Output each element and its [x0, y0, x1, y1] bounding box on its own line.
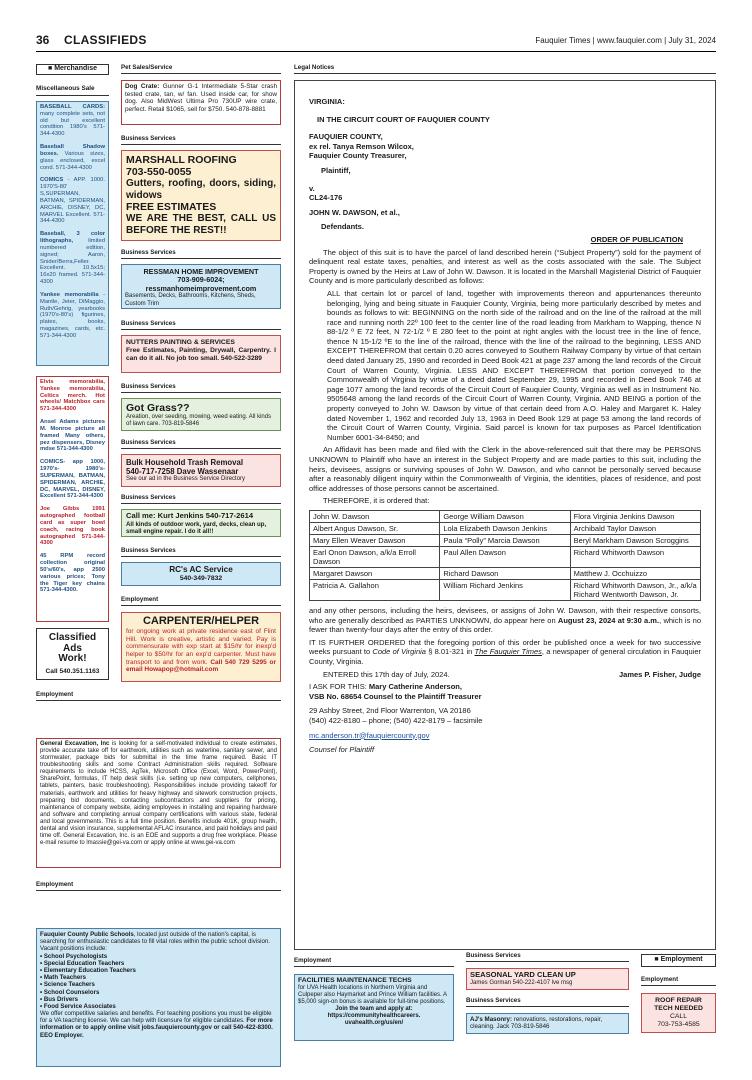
table-cell: John W. Dawson: [310, 510, 440, 522]
heirs-table: [309, 510, 701, 601]
table-cell: William Richard Jenkins: [440, 579, 570, 600]
table-cell: George William Dawson: [440, 510, 570, 522]
employment-heading: Employment: [294, 957, 454, 967]
table-cell: Paul Allen Dawson: [440, 546, 570, 567]
page-number: 36: [36, 33, 50, 47]
ressman-ad: RESSMAN HOME IMPROVEMENT 703-909-6024; ressmanhomeimprovement.com Basements, Decks, Bathrooms, Kitchens, Sheds, Custom Trim: [121, 264, 281, 309]
employment-heading: Employment: [36, 881, 281, 891]
list-item: Ansel Adams pictures M. Monroe picture all framed Many others, pez dispensers, Disney mdse 571-344-4300: [40, 419, 105, 453]
pet-sales-heading: Pet Sales/Service: [121, 64, 281, 74]
list-item: • Food Service Associates: [40, 1002, 116, 1010]
business-services-heading: Business Services: [121, 135, 281, 145]
page-header: [36, 30, 716, 52]
table-row: [310, 567, 701, 579]
general-excavation-ad: General Excavation, Inc is looking for a self-motivated individual to create estimates, provide accurate take off for earthwork, utilities such as waterline, sanitary sewer, and stormwater, package bids for submittal in the time frame required. Basic IT troubleshooting skills and some Contract Administration skills required. Software requirements to include HCSS, AgTek, Microsoft Office (Excel, Word, PowerPoint), SharePoint, formulas, IT help desk skills (i.e. setting up new computers, cellphones, tablets, painters, basic troubleshooting). Responsibilities include providing takeoff for materials, earthwork and utilities for heavy highway and sitework construction projects, preparing bid documents, contacting subcontractors and suppliers for pricing, maintenance of company website, aiding employees in installing and repairing hardware and software and completing annual company certifications with various state, federal and local governments. This is a full time position. Benefits include 401K, group health, dental and vision insurance, supplemental AFLAC insurance, and paid holidays and paid time off. General Excavation, Inc. is an EOE and supports a drug free workplace. Please e-mail resume to lmassie@gei-va.com or apply online at www.gei-va.com: [36, 738, 281, 868]
table-cell: Margaret Dawson: [310, 567, 440, 579]
table-cell: Beryl Markham Dawson Scroggins: [570, 534, 700, 546]
business-services-heading: Business Services: [121, 383, 281, 393]
judge-signature: James P. Fisher, Judge: [619, 669, 701, 679]
list-item: • School Psychologists: [40, 952, 108, 960]
list-item: COMICS- app 1000, 1970's- 1980's- SUPERMAN, BATMAN, SPIDERMAN, ARCHIE, DC, MARVEL, DISNEY, Excellent 571-344-4300: [40, 459, 105, 500]
table-cell: Richard Whitworth Dawson, Jr., a/k/a Richard Wentworth Dawson, Jr.: [570, 579, 700, 600]
list-item: • Elementary Education Teachers: [40, 966, 136, 974]
list-item: 45 RPM record collection original 50's/60's, app 2500 various prices; Tony the Tiger key chains 571-344-4300.: [40, 553, 105, 594]
table-row: [310, 579, 701, 600]
merchandise-heading: ■ Merchandise: [36, 64, 109, 75]
misc-sale-white-box: [36, 376, 109, 622]
trash-removal-ad: Bulk Household Trash Removal 540-717-7258 Dave Wassenaar See our ad in the Business Service Directory: [121, 454, 281, 487]
employment-heading: Employment: [121, 596, 281, 606]
business-services-heading: Business Services: [121, 547, 281, 557]
table-row: [310, 510, 701, 522]
legal-notice: VIRGINIA: IN THE CIRCUIT COURT OF FAUQUIER COUNTY FAUQUIER COUNTY, ex rel. Tanya Remson Wilcox, Fauquier County Treasurer, Plaintiff, v. CL24-176 JOHN W. DAWSON, et al., Defendants. ORDER OF PUBLICATION The object of this suit is to have the parcel of land described herein (“Subject Property”) sold for the payment of delinquent real estate taxes, penalties, and interest as well as the costs associated with the sale. The Subject Property is owned by the Heirs at Law of John W. Dawson. It is located in the Marshall Magisterial District of Fauquier County and is more particularly described as follows: ALL that certain lot or parcel of land, together with improvements thereon and appurtenances thereunto belonging, lying and being situate in Fauquier County, Virginia, being more particularly described by metes and bounds as follows to wit: BEGINNING on the north side of the railroad and on the line of the railroad at the mill race and running north 22º 100 feet to the center line of the road leading from Markham to Wapping, thence N 88-1/2 º E 72 feet, N 72-1/2 º E 280 feet to the point at right angles with the locust tree in the line of fence, thence N 15-1/2 ºE to the line of the railroad, thence with the line of the railroad to the beginning, LESS AND EXCEPT THEREFROM that certain 0.20 acres conveyed to Southern Railway Company by virtue of that certain deed dated January 25, 1990 and recorded in Deed Book 421 at page 237 among the land records of the Circuit Court of Warren County, Virginia. LESS AND EXCEPT THEREFROM that portion conveyed to the Commonwealth of Virginia by virtue of a deed dated September 29, 1995 and recorded in Deed Book 746 at page 1077 among the land records of the Circuit Court of Fauquier County, Virginia as well as in Instrument No. 9505648 among the land records of the Circuit Court of Warren County, Virginia. AND BEING a portion of the property conveyed to John W. Dawson by virtue of that certain deed from A.O. Haley and Margaret K. Haley dated November 1, 1962 and recorded July 13, 1963 in Deed Book 129 at page 53 among the land records of the Circuit Court of Warren County, Virginia. Said parcel is known for tax purposes as Parcel Identification Number 6001-34-8450; and An Affidavit has been made and filed with the Clerk in the above-referenced suit that there may be PERSONS UNKNOWN to Plaintiff who have an interest in the Subject Property and are made parties to this suit, including the heirs, devisees, assigns or surviving spouses of John W. Dawson, and who cannot be personally served because after a reasonably diligent inquiry within the Commonwealth of Virginia, the identities, places of residence, and post office addresses of those persons cannot be ascertained. THEREFORE, it is ordered that: John W. Dawson George William Dawson Flora Virginia Jenkins Dawson Albert Angus Dawson, Sr. Lola Elizabeth Dawson Jenkins Archibald Taylor Dawson Mary Ellen Weaver Dawson Paula “Polly” Marcia Dawson Beryl Markham Dawson Scroggins Earl Onon Dawson, a/k/a Erroll Dawson Paul Allen Dawson Richard Whitworth Dawson Margaret Dawson Richard Dawson Matthew J. Occhuizzo Patricia A. Gallahon William Richard Jenkins Richard Whitworth Dawson, Jr., a/k/a Richard Wentworth Dawson, Jr. and any other persons, including the heirs, devisees, or assigns of John W. Dawson, with their respective consorts, who are generally described as PARTIES UNKNOWN, do appear here on August 23, 2024 at 9:30 a.m., which is no fewer than twenty-four days after the entry of this order. IT IS FURTHER ORDERED that the foregoing portion of this order be published once a week for two successive weeks pursuant to Code of Virginia § 8.01-321 in The Fauquier Times, a newspaper of general circulation in Fauquier County, Virginia. ENTERED this 17th day of July, 2024. James P. Fisher, Judge I ASK FOR THIS: Mary Catherine Anderson, VSB No. 68654 Counsel to the Plaintiff Treasurer 29 Ashby Street, 2nd Floor Warrenton, VA 20186 (540) 422-8180 – phone; (540) 422-8179 – facsimile mc.anderson.tr@fauquiercounty.gov Counsel for Plaintiff: [294, 80, 716, 950]
table-cell: Earl Onon Dawson, a/k/a Erroll Dawson: [310, 546, 440, 567]
table-row: [310, 546, 701, 567]
order-title: ORDER OF PUBLICATION: [590, 234, 683, 244]
fauquier-schools-ad: Fauquier County Public Schools, located just outside of the nation's capital, is searching for enthusiastic candidates to fill vital roles within the public school division. Vacant positions include: • School Psychologists • Special Education Teachers • Elementary Education Teachers • Math Teachers • Science Teachers • School Counselors • Bus Drivers • Food Service Associates We offer competitive salaries and benefits. For teaching positions you must be eligible for a VA teaching license. We can help with licensure for eligible candidates. For more information or to apply online visit jobs.fauquiercounty.gov or call 540-422-8300. EEO Employer.: [36, 928, 281, 1067]
business-services-heading: Business Services: [121, 494, 281, 504]
list-item: BASEBALL CARDS: many complete sets, not old but excellent condition 1980's 571-344-4300: [40, 104, 105, 138]
section-title: CLASSIFIEDS: [64, 33, 147, 47]
table-row: [310, 522, 701, 534]
business-services-heading: Business Services: [466, 997, 629, 1007]
table-cell: Patricia A. Gallahon: [310, 579, 440, 600]
misc-sale-heading: Miscellaneous Sale: [36, 85, 109, 96]
misc-sale-blue-box: [36, 101, 109, 366]
masthead: Fauquier Times | www.fauquier.com | July 31, 2024: [535, 36, 716, 45]
roof-repair-ad: ROOF REPAIR TECH NEEDED CALL 703-753-4585: [641, 993, 716, 1033]
employment-heading: Employment: [36, 691, 281, 701]
table-cell: Paula “Polly” Marcia Dawson: [440, 534, 570, 546]
email-link[interactable]: mc.anderson.tr@fauquiercounty.gov: [309, 730, 430, 740]
employment-box-heading: ■ Employment: [641, 954, 716, 967]
facilities-maintenance-ad: FACILITIES MAINTENANCE TECHS for UVA Health locations in Northern Virginia and Culpeper also Haymarket and Prince William facilities. A $5,000 sign-on bonus is available for full-time positions. Join the team and apply at: https://communityhealthcareers. uvahealth.org/us/en/: [294, 974, 454, 1041]
marshall-roofing-ad: MARSHALL ROOFING 703-550-0055 Gutters, roofing, doors, siding, widows FREE ESTIMATES WE ARE THE BEST, CALL US BEFORE THE REST!!: [121, 150, 281, 241]
business-services-heading: Business Services: [121, 249, 281, 259]
got-grass-ad: Got Grass?? Areation, over seeding, mowing, weed eating. All kinds of lawn care. 703-819-5846: [121, 398, 281, 431]
business-services-heading: Business Services: [121, 439, 281, 449]
table-cell: Archibald Taylor Dawson: [570, 522, 700, 534]
dog-crate-ad: Dog Crate: Gunner G-1 Intermediate 5-Star crash tested crate, tan, w/ fan. Used inside car, for show dog. Also MidWest Ultima Pro 730UP wire crate, perfect. Retail $1065, sell for $750. 540-878-8881: [121, 80, 281, 125]
kurt-jenkins-ad: Call me: Kurt Jenkins 540-717-2614 All kinds of outdoor work, yard, decks, clean up, small engine repair. I do it all!!: [121, 509, 281, 537]
table-cell: Richard Whitworth Dawson: [570, 546, 700, 567]
nutters-ad: NUTTERS PAINTING & SERVICES Free Estimates, Painting, Drywall, Carpentry. I can do it all. No job too small. 540-522-3289: [121, 335, 281, 373]
list-item: • Math Teachers: [40, 974, 87, 982]
table-cell: Flora Virginia Jenkins Dawson: [570, 510, 700, 522]
table-cell: Richard Dawson: [440, 567, 570, 579]
list-item: Yankee memorabilia - Mantle, Jeter, DiMaggio, Ruth/Gehrig, yearbooks (1970's-80's) figurines, plates, books, magazines, cards, etc. 571-344-4300: [40, 291, 106, 339]
list-item: Baseball, 3 color lithographs, limited numbered edition, signed; Aaron, Snider/Berra,Feller. Excellent. 10.5x15; 16x20 framed. 571-344-4300: [40, 231, 105, 286]
list-item: Joe Gibbs 1991 autographed football card as super bowl coach, racing book autographed 571-344-4300: [40, 506, 105, 547]
employment-heading: Employment: [641, 976, 716, 986]
table-cell: Matthew J. Occhuizzo: [570, 567, 700, 579]
list-item: Elvis memorabilia, Yankee memorabilia, Celtics merch. Hot wheels/ Matchbox cars 571-344-4300: [40, 379, 105, 413]
rc-ac-service-ad: RC's AC Service 540-349-7832: [121, 562, 281, 586]
classified-phone: Call 540.351.1163: [45, 667, 100, 675]
table-row: [310, 534, 701, 546]
list-item: • Bus Drivers: [40, 995, 79, 1003]
list-item: COMICS - APP. 1000. 1970'S-80' S,SUPERMAN, BATMAN, SPIDERMAN, ARCHIE, DISNEY, DC, MARVEL Excellent. 571-344-4300: [40, 177, 105, 225]
seasonal-yard-ad: SEASONAL YARD CLEAN UP James Gorman 540-222-4107 lve msg: [466, 968, 629, 990]
business-services-heading: Business Services: [466, 952, 629, 962]
table-cell: Mary Ellen Weaver Dawson: [310, 534, 440, 546]
list-item: Baseball Shadow boxes. Various sizes, glass enclosed, excel cond. 571-344-4300: [40, 144, 105, 171]
list-item: • Special Education Teachers: [40, 959, 125, 967]
business-services-heading: Business Services: [121, 320, 281, 330]
legal-notices-heading: Legal Notices: [294, 64, 716, 74]
list-item: • Science Teachers: [40, 981, 95, 989]
table-cell: Lola Elizabeth Dawson Jenkins: [440, 522, 570, 534]
list-item: • School Counselors: [40, 988, 100, 996]
carpenter-helper-ad: CARPENTER/HELPER for ongoing work at private residence east of Flint Hill. Work is creative, artistic and varied. Pay is commensurate with exp start at $15/hr for inexp'd helper to $50/hr for an exp'd carpenter. Must have transport to and from work. Call 540 729 5295 or email Howapop@hotmail.com: [121, 612, 281, 682]
classified-ads-work-box: Classified Ads Work! Call 540.351.1163: [36, 628, 109, 680]
aj-masonry-ad: AJ's Masonry: renovations, restorations, repair, cleaning. Jack 703-819-5846: [466, 1013, 629, 1034]
table-cell: Albert Angus Dawson, Sr.: [310, 522, 440, 534]
